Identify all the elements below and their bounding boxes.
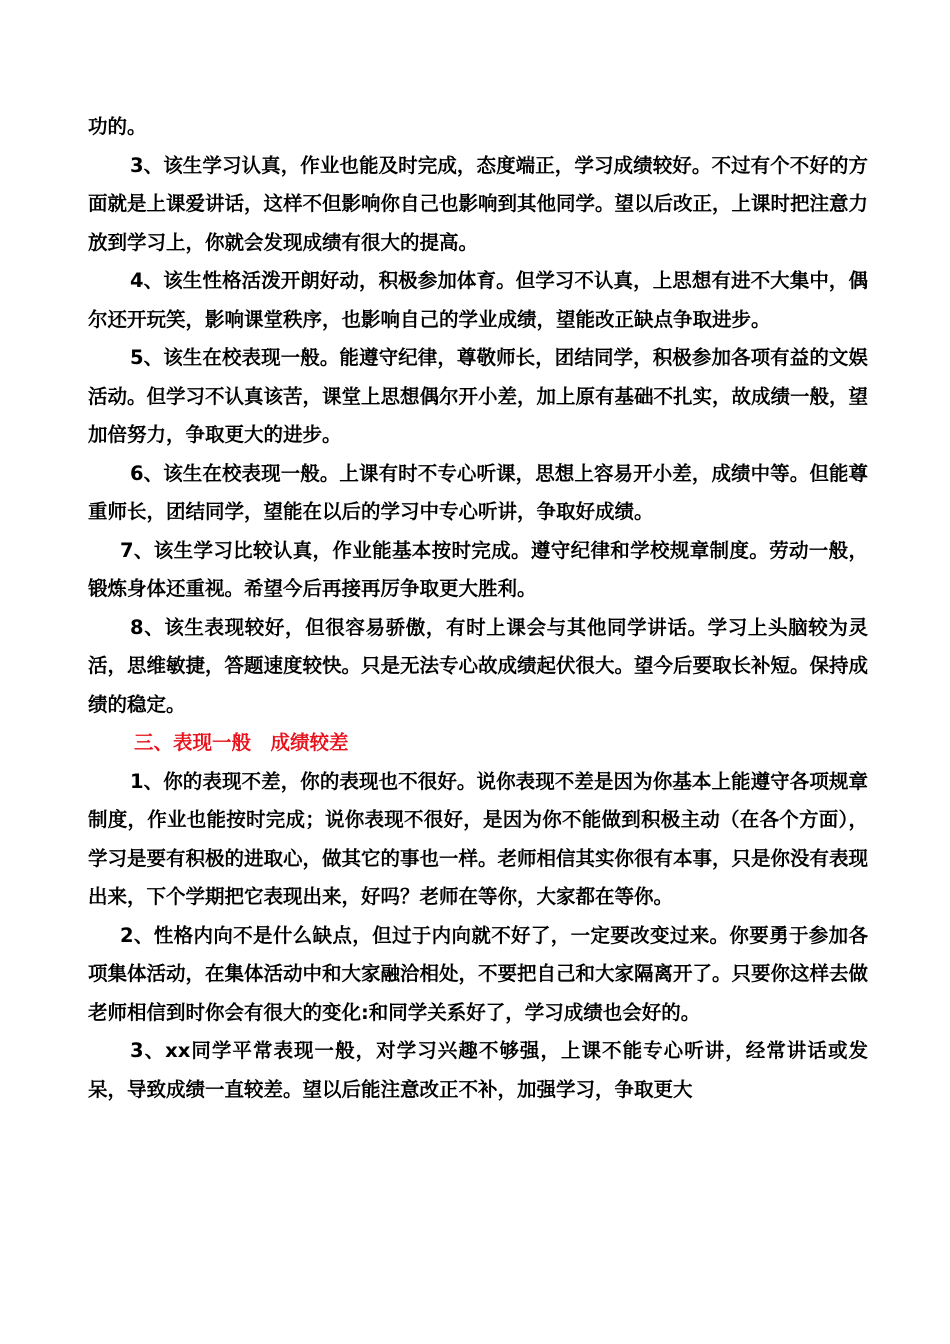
paragraph-comment-4: 4、该生性格活泼开朗好动，积极参加体育。但学习不认真，上思想有进不大集中，偶尔还开玩笑，影响课堂秩序，也影响自己的学业成绩，望能改正缺点争取进步。 (88, 269, 868, 331)
paragraph-comment-6: 6、该生在校表现一般。上课有时不专心听课，思想上容易开小差，成绩中等。但能尊重师长，团结同学，望能在以后的学习中专心听讲，争取好成绩。 (88, 461, 868, 523)
section-heading: 三、表现一般 成绩较差 (134, 731, 349, 754)
paragraph-continuation: 功的。 (88, 115, 147, 138)
paragraph-section3-comment-3: 3、xx同学平常表现一般，对学习兴趣不够强，上课不能专心听讲，经常讲话或发呆，导致成绩一直较差。望以后能注意改正不补，加强学习，争取更大 (88, 1039, 868, 1101)
paragraph-comment-5: 5、该生在校表现一般。能遵守纪律，尊敬师长，团结同学，积极参加各项有益的文娱活动。但学习不认真该苦，课堂上思想偶尔开小差，加上原有基础不扎实，故成绩一般，望加倍努力，争取更大的进步。 (88, 346, 869, 446)
paragraph-comment-8: 8、该生表现较好，但很容易骄傲，有时上课会与其他同学讲话。学习上头脑较为灵活，思维敏捷，答题速度较快。只是无法专心故成绩起伏很大。望今后要取长补短。保持成绩的稳定。 (88, 615, 869, 716)
paragraph-comment-7: 7、该生学习比较认真，作业能基本按时完成。遵守纪律和学校规章制度。劳动一般，锻炼身体还重视。希望今后再接再厉争取更大胜利。 (88, 538, 868, 600)
paragraph-comment-3: 3、该生学习认真，作业也能及时完成，态度端正，学习成绩较好。不过有个不好的方面就是上课爱讲话，这样不但影响你自己也影响到其他同学。望以后改正，上课时把注意力放到学习上，你就会发现成绩有很大的提高。 (88, 153, 869, 254)
paragraph-section3-comment-1: 1、你的表现不差，你的表现也不很好。说你表现不差是因为你基本上能遵守各项规章制度，作业也能按时完成；说你表现不很好，是因为你不能做到积极主动（在各个方面），学习是要有积极的进取心，做其它的事也一样。老师相信其实你很有本事，只是你没有表现出来，下个学期把它表现出来，好吗？老师在等你，大家都在等你。 (88, 769, 869, 908)
paragraph-section3-comment-2: 2、性格内向不是什么缺点，但过于内向就不好了，一定要改变过来。你要勇于参加各项集体活动，在集体活动中和大家融洽相处，不要把自己和大家隔离开了。只要你这样去做老师相信到时你会有很大的变化:和同学关系好了，学习成绩也会好的。 (88, 923, 869, 1024)
document-body (88, 108, 868, 1109)
